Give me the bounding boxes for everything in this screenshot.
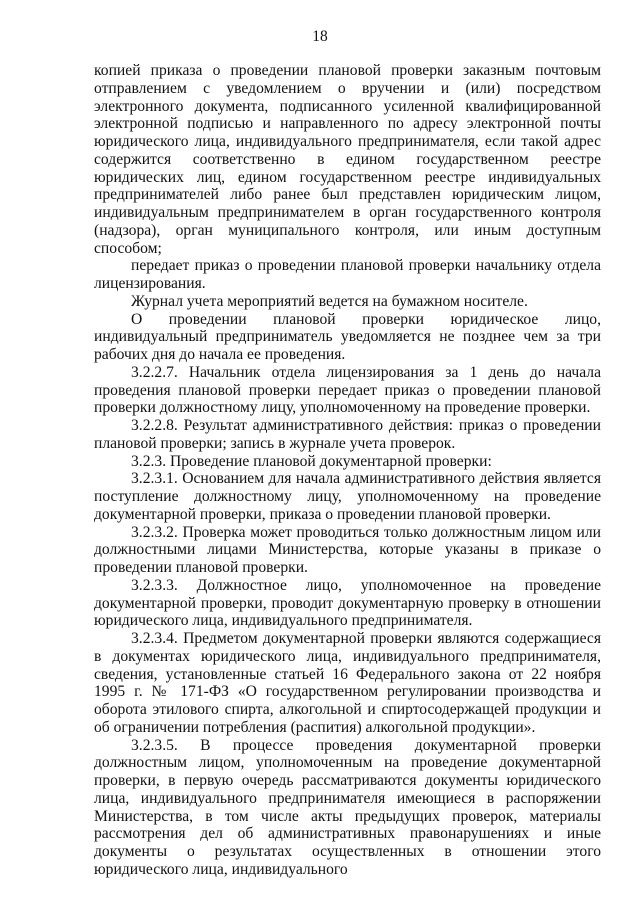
paragraph-3-2-3: 3.2.3. Проведение плановой документарной проверки: [131,452,492,470]
paragraph-journal: Журнал учета мероприятий ведется на бумажном носителе. [131,292,528,310]
paragraph-3-2-3-2: 3.2.3.2. Проверка может проводиться только должностным лицом или должностными лицами Министерства, которые указаны в приказе о проведении плановой проверки. [94,523,601,576]
page-number: 18 [312,28,328,45]
paragraph-forward-order: передает приказ о проведении плановой проверки начальнику отдела лицензирования. [94,257,601,292]
paragraph-3-2-2-8: 3.2.2.8. Результат административного действия: приказ о проведении плановой проверки; запись в журнале учета проверок. [94,417,601,452]
paragraph-3-2-3-3: 3.2.3.3. Должностное лицо, уполномоченное на проведение документарной проверки, проводит документарную проверку в отношении юридического лица, индивидуального предпринимателя. [94,576,601,630]
paragraph-3-2-2-7: 3.2.2.7. Начальник отдела лицензирования за 1 день до начала проведения плановой проверки передает приказ о проведении плановой проверки должностному лицу, уполномоченному на проведение проверки. [94,363,601,417]
paragraph-3-2-3-5: 3.2.3.5. В процессе проведения документарной проверки должностным лицом, уполномоченным на проведение документарной проверки, в первую очередь рассматриваются документы юридического лица, индивидуального предпринимателя имеющиеся в распоряжении Министерства, в том числе акты предыдущих проверок, материалы рассмотрения дел об административных правонарушениях и иные документы о результатах осуществленных в отношении этого юридического лица, индивидуального [94,736,601,878]
paragraph-3-2-3-4: 3.2.3.4. Предметом документарной проверки являются содержащиеся в документах юридического лица, индивидуального предпринимателя, сведения, установленные статьей 16 Федерального закона от 22 ноября 1995 г. № 171-ФЗ «О государственном регулировании производства и оборота этилового спирта, алкогольной и спиртосодержащей продукции и об ограничении потребления (распития) алкогольной продукции». [94,630,601,736]
paragraph-3-2-3-1: 3.2.3.1. Основанием для начала административного действия является поступление должностному лицу, уполномоченному на проведение документарной проверки, приказа о проведении плановой проверки. [94,470,601,523]
paragraph-notification: О проведении плановой проверки юридическое лицо, индивидуальный предприниматель уведомляется не позднее чем за три рабочих дня до начала ее проведения. [94,310,601,363]
paragraph-continuation: копией приказа о проведении плановой проверки заказным почтовым отправлением с уведомлением о вручении и (или) посредством электронного документа, подписанного усиленной квалифицированной электронной подписью и направленного по адресу электронной почты юридического лица, индивидуального предпринимателя, если такой адрес содержится соответственно в едином государственном реестре юридических лиц, едином государственном реестре индивидуальных предпринимателей либо ранее был представлен юридическим лицом, индивидуальным предпринимателем в орган государственного контроля (надзора), орган муниципального контроля, или иным доступным способом; [94,62,601,257]
document-body [94,62,601,879]
